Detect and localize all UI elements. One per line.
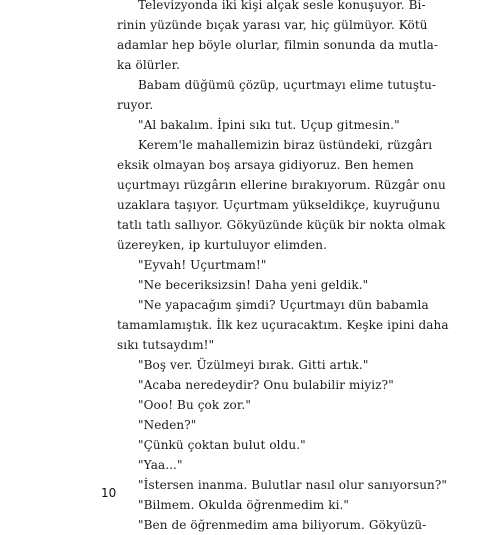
text-line: "Ooo! Bu çok zor.": [138, 398, 251, 412]
text-line: "Al bakalım. İpini sıkı tut. Uçup gitmesin.": [138, 118, 400, 132]
page-number: 10: [101, 486, 117, 500]
text-line: ka ölürler.: [117, 58, 181, 72]
text-line: tamamlamıştık. İlk kez uçuracaktım. Keşke ipini daha: [117, 318, 449, 332]
text-line: üzereyken, ip kurtuluyor elimden.: [117, 238, 328, 252]
text-line: "Yaa...": [138, 458, 183, 472]
text-line: "Çünkü çoktan bulut oldu.": [138, 438, 306, 452]
text-line: Babam düğümü çözüp, uçurtmayı elime tutuştu-: [138, 78, 437, 92]
text-line: "Boş ver. Üzülmeyi bırak. Gitti artık.": [138, 358, 369, 372]
text-line: "Acaba neredeydir? Onu bulabilir miyiz?": [138, 378, 394, 392]
text-line: "Ben de öğrenmedim ama biliyorum. Gökyüzü-: [138, 518, 427, 532]
text-line: Kerem'le mahallemizin biraz üstündeki, rüzgârı: [138, 138, 433, 152]
text-line: sıkı tutsaydım!": [117, 338, 215, 352]
text-line: "İstersen inanma. Bulutlar nasıl olur sanıyorsun?": [138, 478, 448, 492]
text-line: rinin yüzünde bıçak yarası var, hiç gülmüyor. Kötü: [117, 18, 428, 32]
text-line: uzaklara taşıyor. Uçurtmam yükseldikçe, kuyruğunu: [117, 198, 441, 212]
text-line: ruyor.: [117, 98, 154, 112]
text-line: eksik olmayan boş arsaya gidiyoruz. Ben hemen: [117, 158, 414, 172]
text-line: "Eyvah! Uçurtmam!": [138, 258, 267, 272]
text-line: adamlar hep böyle olurlar, filmin sonunda da mutla-: [117, 38, 439, 52]
text-line: "Bilmem. Okulda öğrenmedim ki.": [138, 498, 350, 512]
text-line: "Ne beceriksizsin! Daha yeni geldik.": [138, 278, 369, 292]
text-line: uçurtmayı rüzgârın ellerine bırakıyorum. Rüzgâr onu: [117, 178, 446, 192]
text-line: "Neden?": [138, 418, 197, 432]
text-line: tatlı tatlı sallıyor. Gökyüzünde küçük bir nokta olmak: [117, 218, 446, 232]
text-line: "Ne yapacağım şimdi? Uçurtmayı dün babamla: [138, 298, 429, 312]
body-text: [117, 0, 449, 535]
text-line: Televizyonda iki kişi alçak sesle konuşuyor. Bi-: [138, 0, 426, 12]
